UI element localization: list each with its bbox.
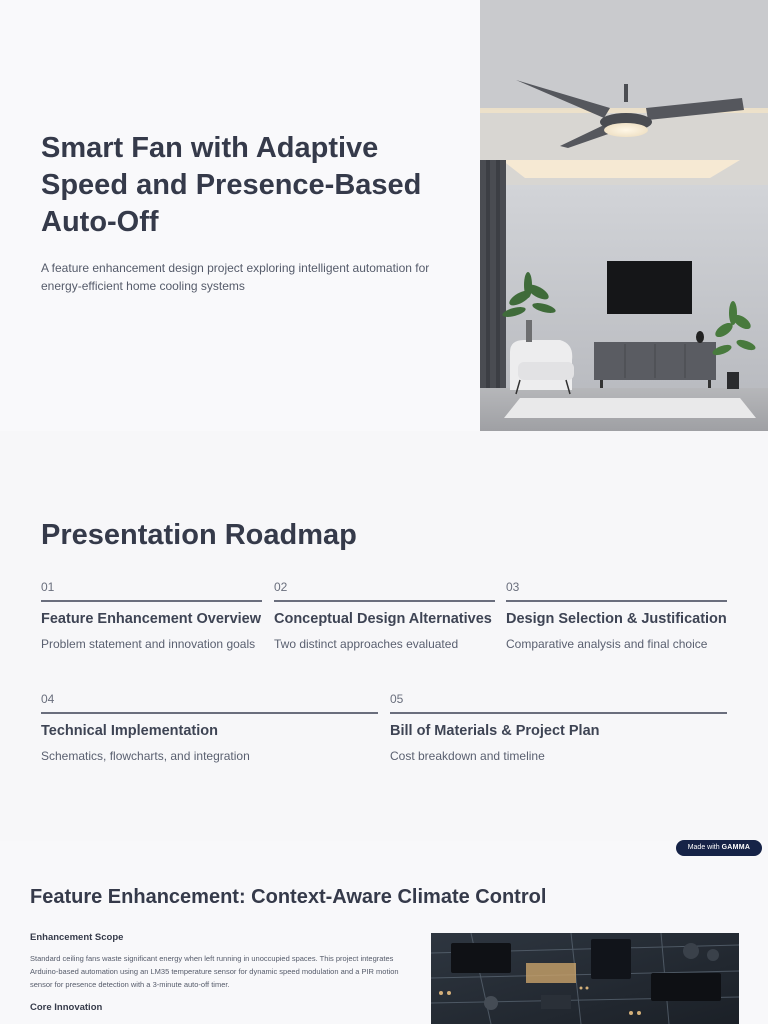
step-divider: [506, 600, 727, 602]
hero-subtitle: A feature enhancement design project exploring intelligent automation for energy-efficient home cooling systems: [41, 261, 430, 293]
made-with-gamma-badge[interactable]: [676, 840, 762, 856]
hero-image-living-room-fan: [480, 0, 768, 431]
roadmap-section: [0, 431, 768, 841]
step-description: Schematics, flowcharts, and integration: [41, 749, 250, 763]
roadmap-title: Presentation Roadmap: [41, 519, 357, 551]
enhancement-scope-text: Standard ceiling fans waste significant energy when left running in unoccupied spaces. This project integrates Arduino-based automation using an LM35 temperature sensor for dynamic speed modulation and a PIR motion sensor for presence detection with a 3-minute auto-off timer.: [30, 954, 399, 989]
roadmap-step-3: [506, 580, 727, 651]
badge-prefix: Made with: [687, 844, 720, 851]
feature-title: Feature Enhancement: Context-Aware Climate Control: [30, 886, 547, 908]
roadmap-step-1: [41, 580, 262, 651]
gamma-logo: GAMMA: [721, 844, 751, 851]
step-title: Design Selection & Justification: [506, 611, 727, 627]
hero-section: [0, 0, 768, 431]
feature-section: [0, 860, 768, 1024]
step-title: Feature Enhancement Overview: [41, 611, 261, 627]
step-number: 03: [506, 580, 520, 594]
step-description: Two distinct approaches evaluated: [274, 637, 459, 651]
roadmap-step-4: [41, 692, 378, 763]
step-number: 01: [41, 580, 55, 594]
step-description: Cost breakdown and timeline: [390, 749, 545, 763]
step-title: Bill of Materials & Project Plan: [390, 723, 600, 739]
step-number: 04: [41, 692, 55, 706]
step-divider: [274, 600, 495, 602]
step-number: 02: [274, 580, 288, 594]
hero-title: Smart Fan with Adaptive Speed and Presence-Based Auto-Off: [41, 132, 422, 238]
step-divider: [41, 712, 378, 714]
enhancement-scope-heading: Enhancement Scope: [30, 932, 124, 943]
step-divider: [41, 600, 262, 602]
core-innovation-heading: Core Innovation: [30, 1002, 103, 1013]
step-description: Problem statement and innovation goals: [41, 637, 256, 651]
step-title: Technical Implementation: [41, 723, 218, 739]
roadmap-step-2: [274, 580, 495, 651]
step-divider: [390, 712, 727, 714]
circuit-board-image: [431, 933, 739, 1024]
roadmap-step-5: [390, 692, 727, 763]
step-description: Comparative analysis and final choice: [506, 637, 708, 651]
step-title: Conceptual Design Alternatives: [274, 611, 492, 627]
step-number: 05: [390, 692, 404, 706]
